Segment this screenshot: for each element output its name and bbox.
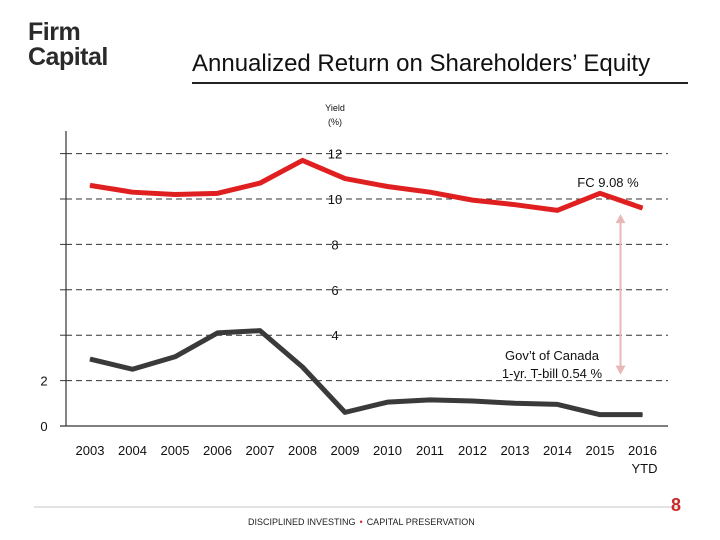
logo-line-2: Capital: [28, 43, 108, 71]
x-tick-label-2008: 2008: [288, 443, 317, 458]
page-title: Annualized Return on Shareholders’ Equity: [192, 50, 651, 77]
y-tick-label-6: 6: [331, 282, 339, 298]
y-axis-label-line-2: (%): [328, 117, 342, 127]
footer-right-text: CAPITAL PRESERVATION: [366, 517, 475, 527]
x-tick-label-2012: 2012: [458, 443, 487, 458]
fc-point-7: [387, 186, 388, 187]
tbill-point-0: [90, 359, 91, 360]
tbill-point-1: [132, 369, 133, 370]
fc-point-0: [90, 185, 91, 186]
tbill-point-2: [175, 356, 176, 357]
spread-arrow-head-up: [616, 214, 626, 223]
fc-point-3: [217, 193, 218, 194]
footer-tagline: [248, 517, 475, 527]
tbill-point-13: [642, 414, 643, 415]
fc-point-2: [175, 194, 176, 195]
x-tick-label-2003: 2003: [75, 443, 105, 458]
tbill-point-11: [557, 404, 558, 405]
tbill-point-5: [302, 366, 303, 367]
tbill-point-12: [600, 414, 601, 415]
tbill-point-7: [387, 402, 388, 403]
x-tick-label-2011: 2011: [416, 443, 444, 458]
fc-point-9: [472, 200, 473, 201]
tbill-point-4: [260, 330, 261, 331]
tbill-point-6: [345, 412, 346, 413]
x-tick-label-2004: 2004: [118, 443, 147, 458]
x-tick-label-2006: 2006: [203, 443, 232, 458]
fc-point-6: [345, 178, 346, 179]
fc-point-5: [302, 160, 303, 161]
fc-point-13: [642, 208, 643, 209]
tbill-point-3: [217, 332, 218, 333]
y-tick-label-8: 8: [331, 237, 339, 253]
y-tick-label-2: 2: [40, 373, 48, 389]
y-axis-label-line-1: Yield: [325, 103, 345, 113]
tbill-point-8: [430, 399, 431, 400]
fc-point-8: [430, 192, 431, 193]
fc-series-line: [90, 160, 643, 210]
footer-left-text: DISCIPLINED INVESTING: [248, 517, 356, 527]
x-tick-label-2013: 2013: [500, 443, 530, 458]
tbill-point-10: [515, 403, 516, 404]
logo-line-1: Firm: [28, 18, 81, 46]
y-tick-label-12: 12: [327, 146, 343, 162]
fc-yield-annotation: FC 9.08 %: [577, 175, 639, 190]
fc-point-4: [260, 183, 261, 184]
footer-separator: •: [359, 517, 363, 527]
x-tick-label-2010: 2010: [373, 443, 402, 458]
x-tick-label-2005: 2005: [160, 443, 190, 458]
x-tick-label-2014: 2014: [543, 443, 572, 458]
fc-point-12: [600, 193, 601, 194]
tbill-annotation-line-1: Gov’t of Canada: [505, 348, 599, 363]
x-tick-label-2016: 2016: [628, 443, 657, 458]
x-tick-label-2007: 2007: [245, 443, 275, 458]
tbill-annotation-line-2: 1-yr. T-bill 0.54 %: [501, 366, 603, 381]
spread-arrow-head-down: [616, 366, 626, 375]
x-tick-label-sub-13: YTD: [631, 461, 658, 476]
footer-rule: [34, 506, 680, 508]
page-number: 8: [671, 495, 682, 515]
y-tick-label-4: 4: [331, 328, 339, 344]
fc-point-1: [132, 192, 133, 193]
y-tick-label-0: 0: [40, 419, 48, 434]
x-tick-label-2015: 2015: [585, 443, 615, 458]
y-tick-label-10: 10: [327, 192, 343, 207]
fc-point-11: [557, 210, 558, 211]
tbill-point-9: [472, 401, 473, 402]
x-tick-label-2009: 2009: [330, 443, 360, 458]
fc-point-10: [515, 204, 516, 205]
